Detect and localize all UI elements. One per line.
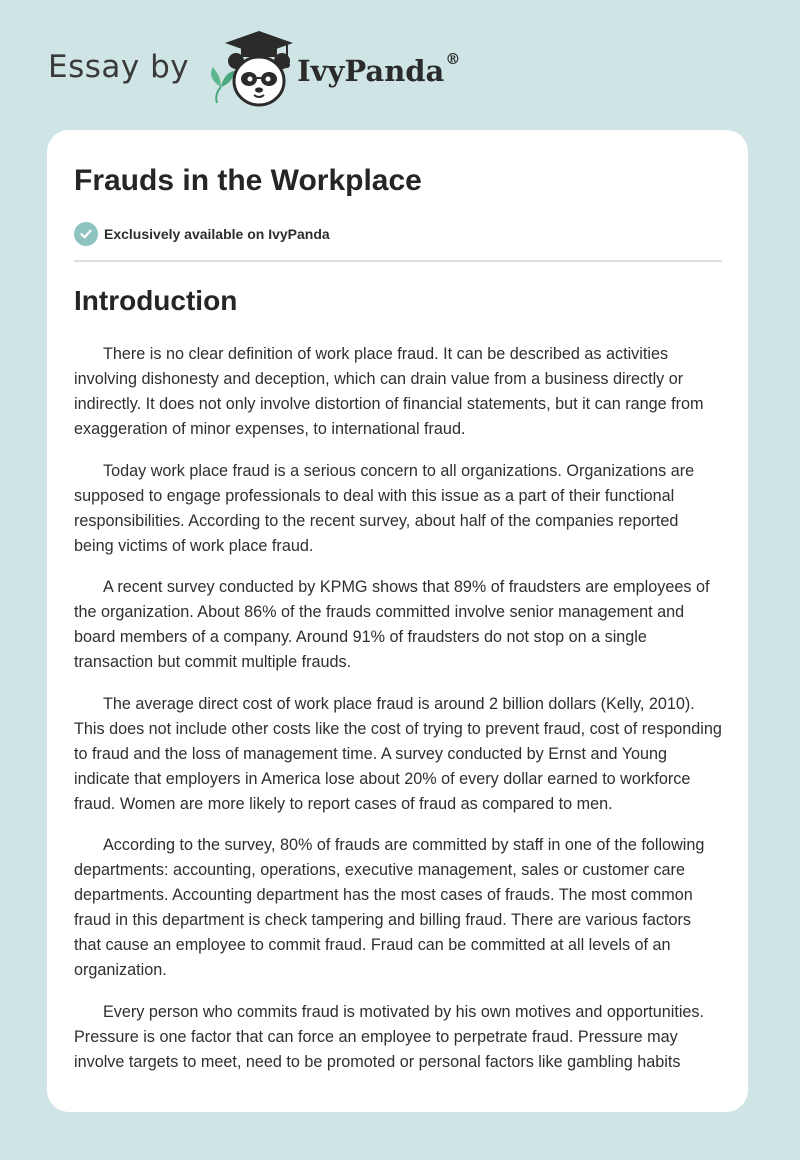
paragraph: Every person who commits fraud is motivated by his own motives and opportunities. Pressure is one factor that can force an employee to perpetrate fraud. Pressure may involve targets to meet, need to be promoted or personal factors like gambling habits [74,1002,705,1071]
ivypanda-wordmark: IvyPanda® [297,50,461,88]
section-heading-introduction: Introduction [74,285,238,316]
essay-by-label: Essay by [48,49,190,85]
paragraph: A recent survey conducted by KPMG shows that 89% of fraudsters are employees of the organization. About 86% of the frauds committed involve senior management and board members of a company. Around 91% of fraudsters do not stop on a single transaction but commit multiple frauds. [74,578,710,671]
ivy-leaf-icon [211,67,235,103]
site-header-brand[interactable] [48,30,460,110]
exclusive-badge-label: Exclusively available on IvyPanda [104,226,330,242]
paragraph: Today work place fraud is a serious concern to all organizations. Organizations are supposed to engage professionals to deal with this issue as a part of their functional responsibilities. According to the recent survey, about half of the companies reported being victims of work place fraud. [74,461,695,555]
paragraph: According to the survey, 80% of frauds are committed by staff in one of the following departments: accounting, operations, executive management, sales or customer care departments. Accounting department has the most cases of frauds. The most common fraud in this department is check tampering and billing fraud. There are various factors that cause an employee to commit fraud. Fraud can be committed at all levels of an organization. [74,836,705,979]
title-divider [74,260,722,262]
paragraph: There is no clear definition of work place fraud. It can be described as activities involving dishonesty and deception, which can drain value from a business directly or indirectly. It does not only involve distortion of financial statements, but it can range from exaggeration of minor expenses, to international fraud. [74,345,704,438]
ivypanda-logo-icon [203,29,295,111]
essay-body [74,342,722,1091]
exclusive-badge [74,222,330,246]
paragraph: The average direct cost of work place fraud is around 2 billion dollars (Kelly, 2010). This does not include other costs like the cost of trying to prevent fraud, cost of responding to fraud and the loss of management time. A survey conducted by Ernst and Young indicate that employers in America lose about 20% of every dollar earned to workforce fraud. Women are more likely to report cases of fraud as compared to men. [74,694,722,813]
essay-title: Frauds in the Workplace [74,164,422,197]
essay-card [47,130,748,1112]
registered-mark: ® [445,50,461,68]
check-circle-icon [74,222,98,246]
